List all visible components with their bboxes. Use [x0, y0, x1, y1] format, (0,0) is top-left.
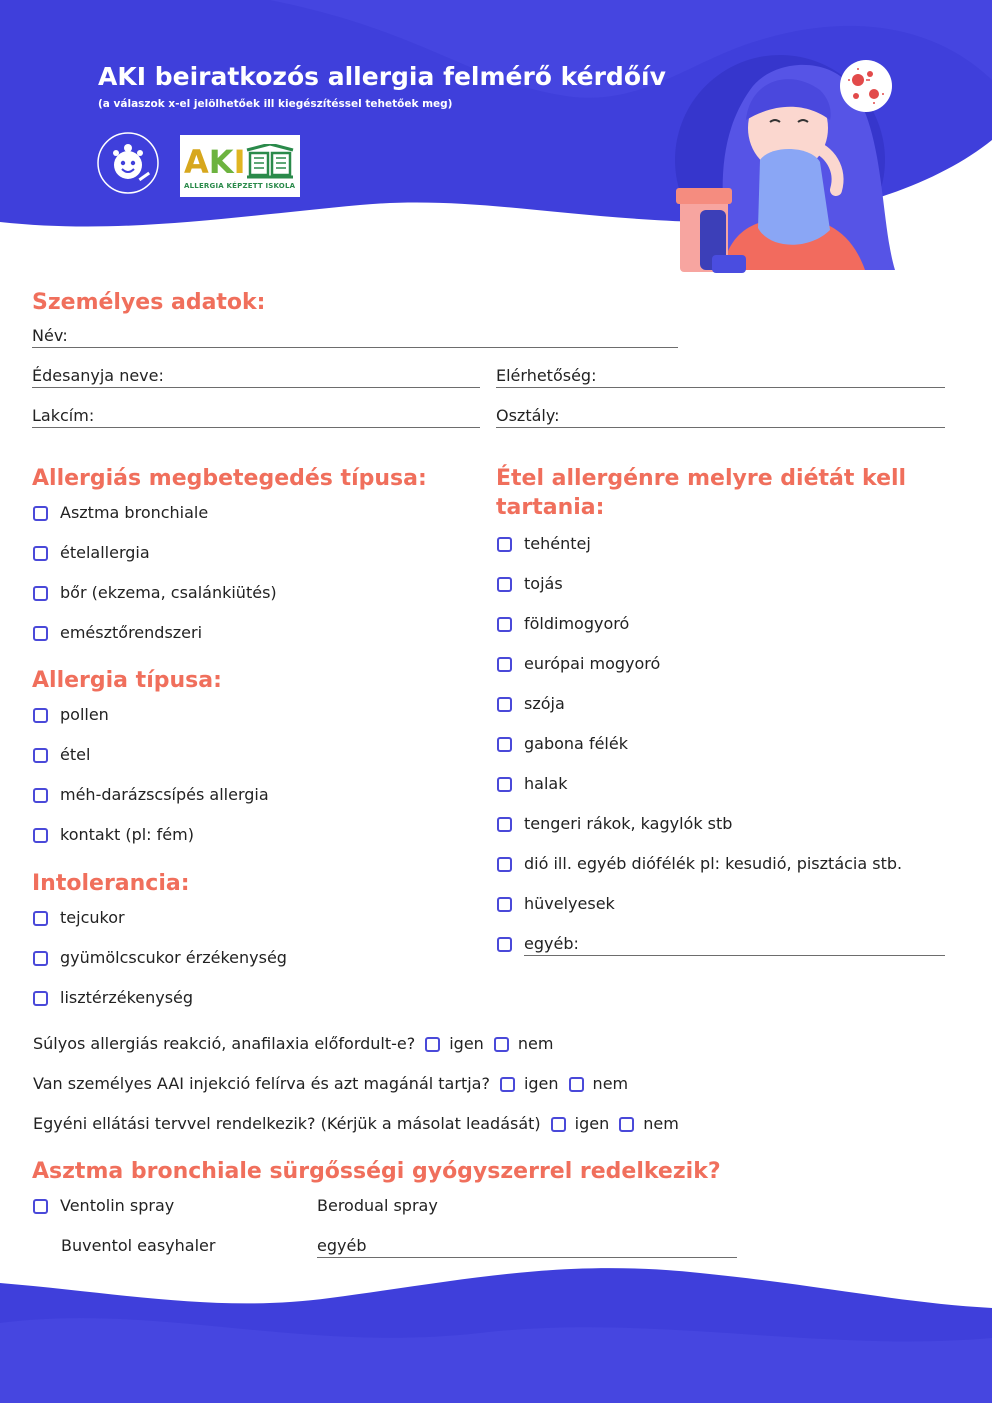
option-label: dió ill. egyéb diófélék pl: kesudió, pisztácia stb.	[524, 854, 903, 873]
checkbox[interactable]	[497, 817, 512, 832]
option-label: hüvelyesek	[524, 894, 615, 913]
logo-letter: K	[208, 143, 234, 181]
option-hazelnut[interactable]	[497, 653, 660, 675]
option-label: európai mogyoró	[524, 654, 661, 673]
option-label: ételallergia	[60, 543, 150, 562]
checkbox[interactable]	[497, 657, 512, 672]
option-label: pollen	[60, 705, 109, 724]
footer-wave-background	[0, 1263, 992, 1403]
option-berodual[interactable]: Berodual spray	[317, 1196, 438, 1215]
no-label: nem	[592, 1074, 629, 1093]
mother-name-field[interactable]	[32, 365, 480, 388]
question-text: Egyéni ellátási tervvel rendelkezik? (Kérjük a másolat leadását)	[33, 1114, 541, 1133]
heading-line: Étel allergénre melyre diétát kell	[496, 466, 907, 491]
checkbox[interactable]	[33, 506, 48, 521]
address-label: Lakcím:	[32, 406, 95, 425]
no-label: nem	[517, 1034, 554, 1053]
option-digestive[interactable]	[33, 622, 202, 644]
logo-letter: I	[233, 143, 246, 181]
checkbox[interactable]	[33, 748, 48, 763]
option-label: lisztérzékenység	[60, 988, 194, 1007]
option-peanut[interactable]	[497, 613, 629, 635]
checkbox[interactable]	[33, 586, 48, 601]
no-label: nem	[643, 1114, 679, 1133]
option-label: kontakt (pl: fém)	[60, 825, 194, 844]
option-soy[interactable]	[497, 693, 565, 715]
option-fish[interactable]	[497, 773, 567, 795]
checkbox[interactable]	[497, 857, 512, 872]
checkbox[interactable]	[497, 537, 512, 552]
checkbox[interactable]	[497, 737, 512, 752]
aki-school-logo	[180, 135, 300, 197]
option-skin[interactable]	[33, 582, 277, 604]
checkbox[interactable]	[33, 1199, 48, 1214]
virus-icon	[840, 60, 892, 112]
checkbox[interactable]	[33, 708, 48, 723]
checkbox[interactable]	[33, 828, 48, 843]
checkbox[interactable]	[33, 911, 48, 926]
form-title: AKI beiratkozós allergia felmérő kérdőív	[98, 62, 666, 91]
option-legumes[interactable]	[497, 893, 615, 915]
checkbox[interactable]	[33, 951, 48, 966]
option-label: tejcukor	[60, 908, 125, 927]
name-field[interactable]	[32, 325, 678, 348]
option-label: tengeri rákok, kagylók stb	[524, 814, 733, 833]
option-grains[interactable]	[497, 733, 628, 755]
checkbox[interactable]	[33, 546, 48, 561]
option-label: étel	[60, 745, 91, 764]
option-cow-milk[interactable]	[497, 533, 591, 555]
option-label: tojás	[524, 574, 563, 593]
sneezing-girl-illustration	[660, 50, 910, 280]
option-pollen[interactable]	[33, 704, 109, 726]
class-field[interactable]	[496, 405, 945, 428]
section-personal-heading: Személyes adatok:	[32, 290, 266, 315]
option-ventolin[interactable]	[33, 1195, 174, 1217]
option-tree-nuts[interactable]	[497, 853, 902, 875]
checkbox[interactable]	[497, 937, 512, 952]
name-label: Név:	[32, 326, 68, 345]
address-field[interactable]	[32, 405, 480, 428]
option-insect-sting[interactable]	[33, 784, 269, 806]
checkbox[interactable]	[497, 577, 512, 592]
yes-checkbox[interactable]	[500, 1077, 515, 1092]
mother-name-label: Édesanyja neve:	[32, 366, 164, 385]
checkbox[interactable]	[497, 897, 512, 912]
checkbox[interactable]	[497, 697, 512, 712]
contact-label: Elérhetőség:	[496, 366, 597, 385]
checkbox[interactable]	[33, 991, 48, 1006]
class-label: Osztály:	[496, 406, 560, 425]
option-label: egyéb:	[524, 934, 579, 953]
contact-field[interactable]	[496, 365, 945, 388]
book-icon	[245, 144, 295, 180]
other-food-field[interactable]	[524, 933, 945, 956]
option-gluten[interactable]	[33, 987, 193, 1009]
no-checkbox[interactable]	[619, 1117, 634, 1132]
option-label: halak	[524, 774, 568, 793]
option-food[interactable]	[33, 744, 90, 766]
option-label: Asztma bronchiale	[60, 503, 209, 522]
no-checkbox[interactable]	[569, 1077, 584, 1092]
option-shellfish[interactable]	[497, 813, 732, 835]
option-lactose[interactable]	[33, 907, 125, 929]
logo-letter: A	[184, 143, 209, 181]
question-anaphylaxis	[33, 1033, 553, 1055]
checkbox[interactable]	[497, 617, 512, 632]
question-text: Súlyos allergiás reakció, anafilaxia előfordult-e?	[33, 1034, 416, 1053]
section-food-allergen-heading	[496, 464, 956, 522]
option-fructose[interactable]	[33, 947, 287, 969]
option-other-food[interactable]	[497, 933, 945, 956]
question-text: Van személyes AAI injekció felírva és azt magánál tartja?	[33, 1074, 490, 1093]
other-medication-field[interactable]	[317, 1235, 737, 1258]
option-food-allergy[interactable]	[33, 542, 150, 564]
option-label: gyümölcscukor érzékenység	[60, 948, 287, 967]
question-aai-injection	[33, 1073, 628, 1095]
question-care-plan	[33, 1113, 679, 1135]
option-buventol[interactable]: Buventol easyhaler	[61, 1236, 216, 1255]
option-label: gabona félék	[524, 734, 628, 753]
yes-label: igen	[523, 1074, 559, 1093]
option-egg[interactable]	[497, 573, 563, 595]
heading-line: tartania:	[496, 495, 605, 520]
option-label: emésztőrendszeri	[60, 623, 203, 642]
option-label: szója	[524, 694, 565, 713]
option-contact[interactable]	[33, 824, 194, 846]
other-medication-label: egyéb	[317, 1236, 367, 1255]
yes-label: igen	[449, 1034, 484, 1053]
option-label: tehéntej	[524, 534, 591, 553]
option-label: Ventolin spray	[60, 1196, 175, 1215]
section-asthma-heading: Asztma bronchiale sürgősségi gyógyszerrel redelkezik?	[32, 1159, 721, 1184]
checkbox[interactable]	[497, 777, 512, 792]
no-checkbox[interactable]	[494, 1037, 509, 1052]
option-label: méh-darázscsípés allergia	[60, 785, 269, 804]
yes-checkbox[interactable]	[551, 1117, 566, 1132]
option-label: földimogyoró	[524, 614, 630, 633]
option-label: bőr (ekzema, csalánkiütés)	[60, 583, 277, 602]
option-asthma[interactable]	[33, 502, 208, 524]
checkbox[interactable]	[33, 626, 48, 641]
kid-face-logo	[96, 131, 160, 195]
checkbox[interactable]	[33, 788, 48, 803]
form-subtitle: (a válaszok x-el jelölhetőek ill kiegészítéssel tehetőek meg)	[98, 98, 453, 110]
yes-checkbox[interactable]	[425, 1037, 440, 1052]
yes-label: igen	[574, 1114, 610, 1133]
section-disease-type-heading: Allergiás megbetegedés típusa:	[32, 466, 427, 491]
section-intolerance-heading: Intolerancia:	[32, 871, 190, 896]
logo-caption: ALLERGIA KÉPZETT ISKOLA	[184, 182, 296, 190]
section-allergy-type-heading: Allergia típusa:	[32, 668, 222, 693]
